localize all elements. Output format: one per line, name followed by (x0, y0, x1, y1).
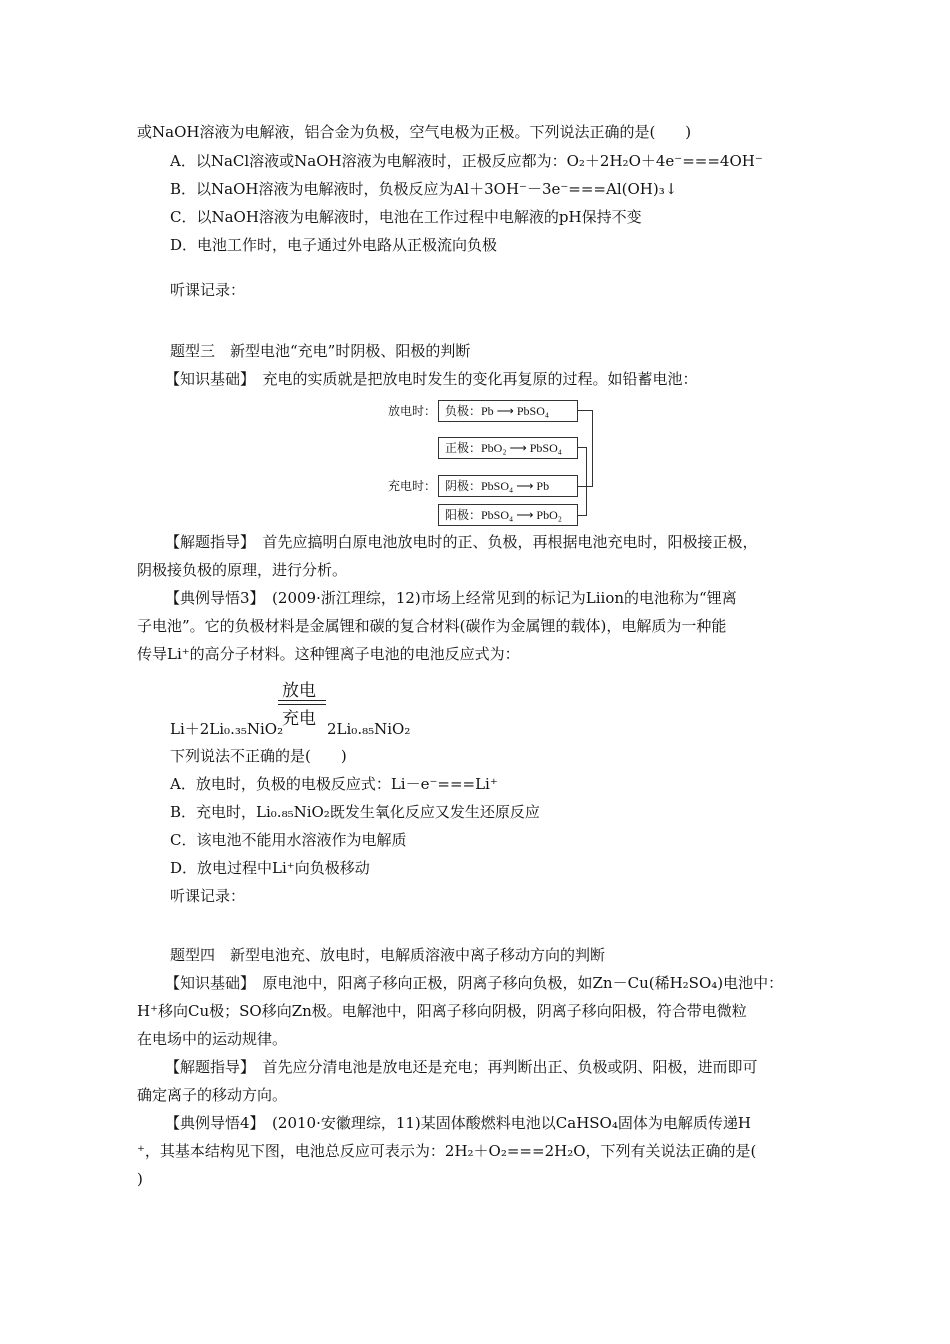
solving-guide: 【解题指导】 首先应搞明白原电池放电时的正、负极，再根据电池充电时，阳极接正极， (165, 533, 758, 551)
example-3: 【典例导悟3】 (2009·浙江理综，12)市场上经常见到的标记为Liion的电池称为“锂离 (165, 589, 737, 607)
option-a: A．以NaCl溶液或NaOH溶液为电解液时，正极反应都为：O₂＋2H₂O＋4e⁻===4OH⁻ (170, 152, 763, 170)
anode-box: 负极：Pb ⟶ PbSO₄ (438, 400, 578, 422)
discharge-label: 放电时： (388, 404, 437, 418)
example-4: 【典例导悟4】 (2010·安徽理综，11)某固体酸燃料电池以CaHSO₄固体为电解质传递H (165, 1114, 751, 1132)
question-stem: 或NaOH溶液为电解液，铝合金为负极，空气电极为正极。下列说法正确的是( ) (137, 123, 692, 141)
example-3-cont: 传导Li⁺的高分子材料。这种锂离子电池的电池反应式为： (137, 645, 520, 663)
solving-guide-cont: 确定离子的移动方向。 (137, 1086, 288, 1104)
connector-line (578, 447, 587, 516)
option-c: C．以NaOH溶液为电解液时，电池在工作过程中电解液的pH保持不变 (170, 208, 642, 226)
knowledge-basis: 【知识基础】 充电的实质就是把放电时发生的变化再复原的过程。如铅蓄电池： (165, 370, 698, 388)
option-a: A．放电时，负极的电极反应式：Li－e⁻===Li⁺ (170, 775, 498, 793)
lead-acid-diagram (380, 398, 600, 528)
knowledge-basis: 【知识基础】 原电池中，阳离子移向正极，阴离子移向负极，如Zn－Cu(稀H₂SO₄)电池中： (165, 974, 784, 992)
option-c: C．该电池不能用水溶液作为电解质 (170, 831, 407, 849)
section-title-type3: 题型三 新型电池“充电”时阴极、阳极的判断 (170, 342, 471, 360)
cathode-box: 正极：PbO₂ ⟶ PbSO₄ (438, 437, 578, 459)
knowledge-basis-cont: 在电场中的运动规律。 (137, 1030, 288, 1048)
negative-charge-box: 阴极：PbSO₄ ⟶ Pb (438, 475, 578, 497)
example-3-cont: 子电池”。它的负极材料是金属锂和碳的复合材料(碳作为金属锂的载体)，电解质为一种能 (137, 617, 727, 635)
arrow-line (278, 700, 326, 701)
option-d: D．电池工作时，电子通过外电路从正极流向负极 (170, 236, 498, 254)
option-b: B．以NaOH溶液为电解液时，负极反应为Al＋3OH⁻－3e⁻===Al(OH)₃↓ (170, 180, 678, 198)
equation-left: Li＋2Li₀.₃₅NiO₂ (170, 720, 284, 738)
notes-label: 听课记录： (170, 887, 246, 905)
example-4-cont: ⁺，其基本结构见下图，电池总反应可表示为：2H₂＋O₂===2H₂O，下列有关说法正确的是( (137, 1142, 757, 1160)
section-title-type4: 题型四 新型电池充、放电时，电解质溶液中离子移动方向的判断 (170, 946, 606, 964)
reversible-arrow (278, 676, 338, 729)
positive-charge-box: 阳极：PbSO₄ ⟶ PbO₂ (438, 504, 578, 526)
option-b: B．充电时，Li₀.₈₅NiO₂既发生氧化反应又发生还原反应 (170, 803, 540, 821)
notes-label: 听课记录： (170, 281, 246, 299)
equation-right: 2Li₀.₈₅NiO₂ (327, 720, 411, 738)
solving-guide: 【解题指导】 首先应分清电池是放电还是充电；再判断出正、负极或阴、阳极，进而即可 (165, 1058, 758, 1076)
knowledge-basis-cont: H⁺移向Cu极；SO移向Zn极。电解池中，阳离子移向阴极，阴离子移向阳极，符合带电微粒 (137, 1002, 747, 1020)
question: 下列说法不正确的是( ) (170, 747, 347, 765)
solving-guide-cont: 阴极接负极的原理，进行分析。 (137, 561, 348, 579)
example-4-cont: ) (137, 1170, 143, 1188)
option-d: D．放电过程中Li⁺向负极移动 (170, 859, 370, 877)
arrow-down-label: 充电 (282, 709, 316, 729)
charge-label: 充电时： (388, 479, 437, 493)
arrow-up-label: 放电 (282, 681, 316, 701)
